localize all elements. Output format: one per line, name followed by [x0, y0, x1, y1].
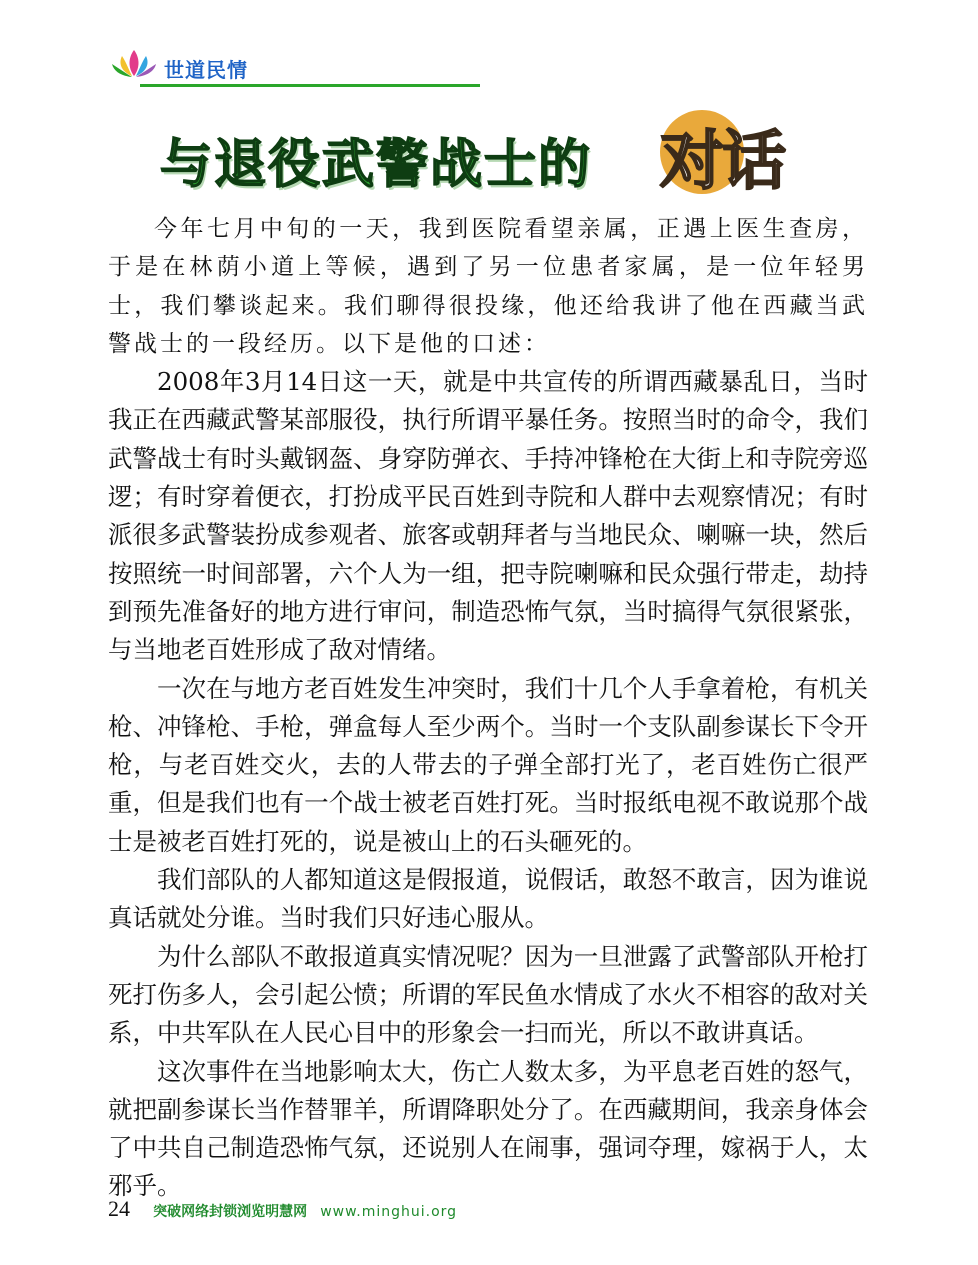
footer-slogan: 突破网络封锁浏览明慧网 — [153, 1204, 308, 1220]
article-paragraph: 这次事件在当地影响太大，伤亡人数太多，为平息老百姓的怒气，就把副参谋长当作替罪羊，所谓降职处分了。在西藏期间，我亲身体会了中共自己制造恐怖气氛，还说别人在闹事，强词夺理，嫁祸于人，太邪乎。 — [108, 1056, 868, 1201]
title-badge — [652, 108, 802, 199]
article-paragraph: 为什么部队不敢报道真实情况呢？因为一旦泄露了武警部队开枪打死打伤多人，会引起公愤；所谓的军民鱼水情成了水火不相容的敌对关系，中共军队在人民心目中的形象会一扫而光，所以不敢讲真话。 — [108, 941, 868, 1048]
section-header — [108, 46, 488, 90]
article-paragraph: 一次在与地方老百姓发生冲突时，我们十几个人手拿着枪，有机关枪、冲锋枪、手枪，弹盒每人至少两个。当时一个支队副参谋长下令开枪，与老百姓交火，去的人带去的子弹全部打光了，老百姓伤亡很严重，但是我们也有一个战士被老百姓打死。当时报纸电视不敢说那个战士是被老百姓打死的，说是被山上的石头砸死的。 — [108, 673, 868, 856]
page-footer — [108, 1196, 457, 1226]
article-paragraph: 2008年3月14日这一天，就是中共宣传的所谓西藏暴乱日，当时我正在西藏武警某部服役，执行所谓平暴任务。按照当时的命令，我们武警战士有时头戴钢盔、身穿防弹衣、手持冲锋枪在大街上和寺院旁巡逻；有时穿着便衣，打扮成平民百姓到寺院和人群中去观察情况；有时派很多武警装扮成参观者、旅客或朝拜者与当地民众、喇嘛一块，然后按照统一时间部署，六个人为一组，把寺院喇嘛和民众强行带走，劫持到预先准备好的地方进行审问，制造恐怖气氛，当时搞得气氛很紧张，与当地老百姓形成了敌对情绪。 — [108, 367, 868, 665]
section-label: 世道民情 — [164, 58, 248, 82]
article-body — [108, 210, 868, 1206]
lotus-icon — [108, 46, 160, 86]
article-title — [160, 108, 820, 200]
page-number: 24 — [108, 1196, 130, 1221]
article-paragraph: 今年七月中旬的一天，我到医院看望亲属，正遇上医生查房，于是在林荫小道上等候，遇到了另一位患者家属，是一位年轻男士，我们攀谈起来。我们聊得很投缘，他还给我讲了他在西藏当武警战士的一段经历。以下是他的口述： — [108, 216, 868, 357]
title-main-text: 与退役武警战士的 — [160, 135, 593, 195]
footer-url[interactable]: www.minghui.org — [320, 1204, 458, 1220]
section-divider — [140, 84, 480, 87]
article-paragraph: 我们部队的人都知道这是假报道，说假话，敢怒不敢言，因为谁说真话就处分谁。当时我们只好违心服从。 — [108, 865, 868, 933]
title-accent-text: 对话 — [660, 125, 784, 199]
